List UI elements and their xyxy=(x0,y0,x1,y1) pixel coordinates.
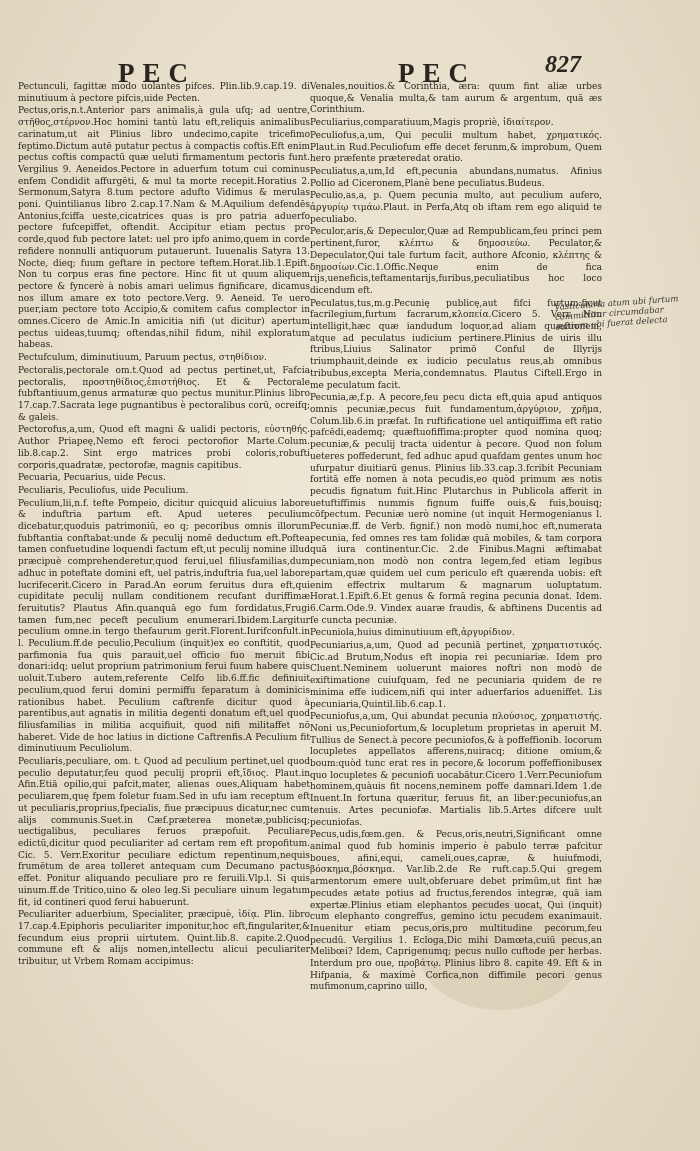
entry: Pectus,oris,n.t.Anterior pars animalis,à gula ufq; ad uentre, στῆθος,στέρνον.Hoc homini tantù latu eft,reliquis animalibus carinatum,ut ait Plinius libro undecimo,capite tricefimo feptimo.Dictum autē putatur pectus à compactis coftis.Eft enim pectus coftis compactū quæ ueluti firmamentum pectoris funt. Vergilius 9. Aeneidos.Pectore in aduerfum totum cui cominus enfem Condidit affurgēti, & mul ta morte recepit.Horatius 2. Sermonum,Satyra 8.tum pectore adufto Vidimus & merulas poni. Quintilianus libro 2.cap.17.Nam & M.Aquilium defendēs Antonius,fciffa ueste,cicatrices quas is pro patria aduerfo pectore fufcepiffet, oftendit. Accipitur etiam pectus pro corde,quod fub pectore latet: uel pro ipfo animo,quem in corde refidere nonnulli antiquorum putauerunt. Iuuenalis Satyra 13. Nocte, dieq; fuum geftare in pectore teftem.Horat.lib.1.Epift. Non tu corpus eras fine pectore. Hinc fit ut quum aliquem pectore & fyncerè à nobis amari uelimus fignificare, dicamus nos illum amare ex toto pectore.Verg. 9. Aeneid. Te uero puer,iam pectore toto Accipio,& comitem cafus complector in omnes.Cicero de Amic.In amicitia nifi (ut dicitur) apertum pectus uideas,tuumq; oftendas,nihil fidum, nihil exploratum habeas. xyxy=(18,106,310,351)
entry: Peculiaris,peculiare, om. t. Quod ad peculium pertinet,uel quod peculio deputatur,feu quod peculij proprii eft,ἴδιος. Plaut.in Afin.Etiā opilio,qui pafcit,mater, alienas oues,Aliquam habet peculiarem,quę fpem foletur fuam.Sed in ufu iam receptum eft ut peculiaris,proprius,fpecialis, fiue præcipuus dicatur,nec cum alijs communis.Suet.in Cæf.præterea monetæ,publicisq; uectigalibus, peculiares feruos præpofuit. Peculiare edictū,dicitur quod peculiariter ad certam rem eft propofitum. Cic. 5. Verr.Exoritur peculiare edictum repentinum,nequis frumētum de area tolleret antequam cum Decumano pactus effet. Ponitur aliquando peculiare pro re feruili.Vlp.l. Si quis uinum.ff.de Tritico,uino & oleo leg.Si peculiare uinum legatum fit, id contineri quod ferui habuerunt. xyxy=(18,757,310,908)
entry: Pectorofus,a,um, Quod eft magni & ualidi pectoris, εὐστηθής. Author Priapeę,Nemo eft feroci pectorofior Marte.Colum. lib.8.cap.2. Sint ergo matrices probi coloris,robufti corporis,quadratæ, pectorofæ, magnis capitibus. xyxy=(18,425,310,471)
entry: Pecunia,æ,f.p. A pecore,feu pecu dicta eft,quia apud antiquos omnis pecuniæ,pecus fuit fundamentum,ἀργύριον, χρῆμα, Colum.lib.6.in præfat. In ruftificatione uel antiquiffima eft ratio pafcēdi,eademq; quæftuofiffima:propter quod nomina quoq; pecuniæ,& peculij tracta uidentur à pecore. Quod non folum ueteres poffederunt, fed adhuc apud quafdam gentes unum hoc ufurpatur diuitiarū genus. Plinius lib.33.cap.3.fcribit Pecuniam fortitā effe nomen à nota pecudis,eo quòd primum æs notis pecudis fignatum fuit.Hinc Plutarchus in Publicola afferit in uetuftiffimis nummis fignum fuiffe ouis,& fuis,bouisq; cōfpectum. Pecuniæ uerò nomine (ut inquit Hermogenianus l. Pecuniæ.ff. de Verb. fignif.) non modò numi,hoc eft,numerata pecunia, fed omnes res tam folidæ quā mobiles, & tam corpora quā iura continentur.Cic. 2.de Finibus.Magni æftimabat pecuniam,non modò non contra legem,fed etiam legibus partam,quæ quidem uel cum periculo eft quærenda uobis: eft enim effectrix multarum & magnarum uoluptatum. Horat.1.Epift.6.Et genus & formā regina pecunia donat. Idem. 6.Carm.Ode.9. Vindex auaræ fraudis, & abftinens Ducentis ad fe cuncta pecuniæ. xyxy=(310,393,602,626)
entry-heading: Pecuaria, Pecuarius, uide Pecus. xyxy=(18,473,166,484)
entry: Pecuniofus,a,um, Qui abundat pecunia πλούσιος, χρηματιστής. Noni us,Pecuniofortum,& locupletum proprietas in aperuit M. Tullius de Senect.à pecore pecuniofos,& à poffeffionib. locorum locupletes appellatos afferens,nuiracq; ditione omium,& boum:quòd tunc erat res in pecore,& locorum poffeffionibusex quo locupletes & pecuniofi uocabātur.Cicero 1.Verr.Pecuniofum hominem,quàuis fit nocens,neminem poffe damnari.Idem 1.de Inuent.In fortuna quæritur, feruus fit, an liber:pecuniofus,an tenuis. Artes pecuniofæ. Martialis lib.5.Artes difcere uult pecuniofas. xyxy=(310,712,602,828)
left-column xyxy=(18,82,310,970)
right-column xyxy=(310,82,602,995)
entry: Peculium,lii,n.f. tefte Pompeio, dicitur quicquid alicuius labore & induftria partum eft. Apud ueteres peculium dicebatur,quoduis patrimoniū, eo q; pecoribus omnis illorum fubftantia conftabat:unde & peculij nomē deductum eft.Poftea tamen confuetudine loquendi factum eft,ut peculij nomine illud præcipuè comprehenderetur,quod ferui,uel filiusfamilias,dum adhuc in poteftate domini eft, uel patris,induftria fua,uel labore lucrifecerit.Cicero in Parad.An eorum feruitus dura eft,qui cupiditate peculij nullam conditionem recufant duriffimæ feruitutis? Plautus Afin.quanquā ego fum fordidatus,Frugi tamen fum,nec peceft peculium enumerari.Ibidem.Largitur peculium omne.in tergo thefaurum gerit.Florent.Iurifconfult.in l. Peculium.ff.de peculio,Peculium (inquit)ex eo conftitit, quod parfimonia fua quis parauit,uel officio fuo meruit fibi donari:idq; uelut proprium patrimonium ferui fuum habere quis uoluit.T.ubero autem,referente Celfo lib.6.ff.fic definiuit peculium,quod ferui domini permiffu feparatum à dominicis rationibus habet. Peculium caftrenfe dicitur quod à parentibus,aut agnatis in militia degenti donatum eft,uel quod filiusfamilias in militia acquifiuit, quod nifi militaffet nō haberet. Vide de hoc latius in dictione Caftrenfis.A Peculium fit diminutiuum Peculiolum. xyxy=(18,498,310,755)
entry-heading: Peculiaris, Peculiofus, uide Peculium. xyxy=(18,485,189,496)
entry: Venales,nouitios.& Corinthia, æra: quum fint aliæ urbes quoque,& Venalia multa,& tam aurum & argentum, quā æs Corinthium. xyxy=(310,82,602,116)
entry: Peculor,aris,& Depeculor,Quæ ad Rempublicam,feu princi pem pertinent,furor, κλέπτω & δημοσιεύω. Peculator,& Depeculator,Qui tale furtum facit, authore Afconio, κλέπτης & δημοσίων.Cic.1.Offic.Neque enim de fica rijs,ueneficis,teftamentarijs,furibus,peculiatibus hoc loco dicendum eft. xyxy=(310,227,602,296)
page-number: 827 xyxy=(545,52,581,78)
handwritten-margin-note: Vasticularia atum ubi furtum committitur circumdabar suarum ubi fuerat delecta xyxy=(554,294,679,333)
entry: Pectufculum, diminutiuum, Paruum pectus, στηθίδιον. xyxy=(18,353,267,364)
entry: Peculio,as,a, p. Quem pecunia multo, aut peculium aufero, ἀργυρίῳ τιμάω.Plaut. in Perfa,Atq ob iftam rem ego aliquid te peculiabo. xyxy=(310,191,602,225)
entry: Pecus,udis,fœm.gen. & Pecus,oris,neutri,Significant omne animal quod fub hominis imperio è pabulo terræ pafcitur boues, afini,equi, cameli,oues,capræ, & huiufmodi, βόσκημα,βόσκημα. Var.lib.2.de Re ruft.cap.5.Qui gregem armentorum emere uult,obferuare debet primūm,ut fint hæ pecudes ætate potius ad fructus,ferendos integræ, quā iam expertæ.Plinius etiam elephantos pecudes uocat, Qui (inquit) cum elephanto congreffus, gemino ictu pecudem exanimauit. Inuenitur etiam pecus,oris,pro multitudine pecorum,feu pecudū. Vergilius 1. Ecloga,Dic mihi Damœta,cuiū pecus,an Melibœi? Idem, Caprigenumq; pecus nullo cuftode per herbas. Interdum pro oue, προβάτῳ. Plinius libro 8. capite 49. Eft & in Hifpania, & maximè Corfica,non diffimile pecori genus mufimonum,caprino uillo, xyxy=(310,830,602,993)
running-header-right: PEC xyxy=(398,58,476,88)
running-header-left: PEC xyxy=(118,58,196,88)
entry: Peculiofus,a,um, Qui peculii multum habet, χρηματικός. Plaut.in Rud.Peculiofum effe decet ferunm,& improbum, Quem hero præfente præteredat oratio. xyxy=(310,130,602,165)
entry: Pecuniarius,a,um, Quod ad pecuniā pertinet, χρηματιστικός. Cic.ad Brutum,Nodus eft inopia rei pecuniariæ. Idem pro Cluent.Neminem uoluerunt maiores noftri non modò de exiftimatione cuiufquam, fed ne pecuniaria quidem de re minima effe iudicem,nifi qui inter aduerfarios adueniffet. Lis pecuniaria,Quintil.lib.6.cap.1. xyxy=(310,641,602,710)
entry: Peculatus,tus,m.g.Pecunię publicę,aut fifci furtum:ficut facrilegium,furtum facrarum,κλοπεία.Cicero 5. Verr. Non intelligit,hæc quæ iandudum loquor,ad aliam quæftionem, atque ad peculatus iudicium pertinere.Plinius de uiris illu ftribus,Liuius Salinator primō Conful de Illyrijs triumphauit,deinde ex iudicio peculatus reus,ab omnibus tribubus,excepta Meria,condemnatus. Plautus Ciftell.Ergo in me peculatum facit. xyxy=(310,298,602,391)
entry: Peculiatus,a,um,Id eft,pecunia abundans,numatus. Afinius Pollio ad Ciceronem,Planè bene peculiatus.Budeus. xyxy=(310,166,602,189)
entry: Peculiariter aduerbium, Specialiter, præcipuè, ἰδίᾳ. Plin. libro 17.cap.4.Epiphoris peculiariter imponitur,hoc eft,fingulariter,& fecundum eius proprii uirtutem. Quint.lib.8. capite.2.Quod commune eft & alijs nomen,intellectu alicui peculiariter tribuitur, ut Vrbem Romam accipimus: xyxy=(18,910,310,968)
entry: Pecuniola,huius diminutiuum eft,ἀργυρίδιον. xyxy=(310,628,515,639)
entry: Pectunculi, fagittæ modo uolantes pifces. Plin.lib.9.cap.19. di minutiuum à pectore pifcis,uide Pecten. xyxy=(18,82,310,104)
entry: Peculiarius,comparatiuum,Magis propriè, ἰδιαίτερον. xyxy=(310,118,554,129)
entry: Pectoralis,pectorale om.t.Quod ad pectus pertinet,ut, Fafcia pectoralis, προστηθίδιος,ἐπιστήθιος. Et & Pectorale fubftantiuum,genus armaturæ quo pectus munitur.Plinius libro 17.cap.7.Sacrata lege pugnantibus è pectoralibus corū, ocreifq; & galeis. xyxy=(18,365,310,423)
